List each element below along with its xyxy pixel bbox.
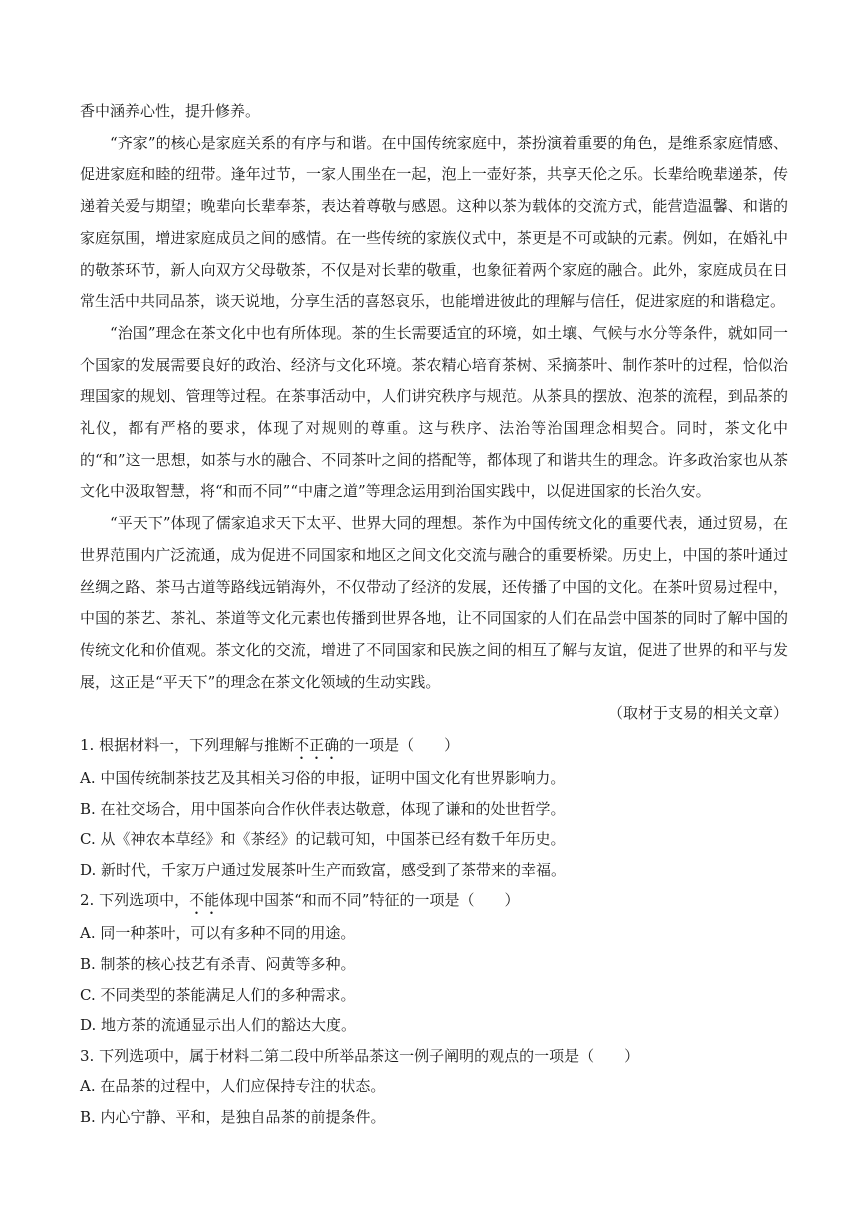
option-c: C. 不同类型的茶能满足人们的多种需求。 bbox=[80, 985, 356, 1004]
paragraph-pingtianxia: “平天下”体现了儒家追求天下太平、世界大同的理想。茶作为中国传统文化的重要代表，通过贸易，在世界范围内广泛流通，成为促进不同国家和地区之间文化交流与融合的重要桥梁。历史上，中国的茶叶通过丝绸之路、茶马古道等路线远销海外，不仅带动了经济的发展，还传播了中国的文化。在茶叶贸易过程中，中国的茶艺、茶礼、茶道等文化元素也传播到世界各地，让不同国家的人们在品尝中国茶的同时了解中国的传统文化和价值观。茶文化的交流，增进了不同国家和民族之间的相互了解与友谊，促进了世界的和平与发展，这正是“平天下”的理念在茶文化领域的生动实践。 bbox=[80, 514, 788, 691]
question-1 bbox=[80, 730, 788, 885]
question-stem bbox=[80, 1041, 788, 1072]
emphasis-dotted: 不能 bbox=[189, 891, 220, 910]
option-d: D. 地方茶的流通显示出人们的豁达大度。 bbox=[80, 1016, 357, 1035]
option-a: A. 在品茶的过程中，人们应保持专注的状态。 bbox=[80, 1077, 386, 1096]
option-b: B. 内心宁静、平和，是独自品茶的前提条件。 bbox=[80, 1108, 386, 1126]
option-d: D. 新时代，千家万户通过发展茶叶生产而致富，感受到了茶带来的幸福。 bbox=[80, 860, 567, 879]
question-stem-text: 1. 根据材料一，下列理解与推断 bbox=[80, 736, 295, 755]
question-stem bbox=[80, 885, 788, 918]
question-stem-text: 的一项是（ ） bbox=[339, 736, 460, 755]
option-a: A. 同一种茶叶，可以有多种不同的用途。 bbox=[80, 924, 356, 943]
emphasis-dotted: 不正确 bbox=[294, 736, 340, 755]
question-3 bbox=[80, 1041, 788, 1133]
question-stem-text: 2. 下列选项中， bbox=[80, 891, 190, 910]
question-2 bbox=[80, 885, 788, 1040]
source-citation: （取材于支易的相关文章） bbox=[607, 704, 788, 723]
option-a: A. 中国传统制茶技艺及其相关习俗的申报，证明中国文化有世界影响力。 bbox=[80, 769, 566, 788]
passage-line-continuation: 香中涵养心性，提升修养。 bbox=[80, 102, 261, 120]
question-stem bbox=[80, 730, 788, 763]
option-b: B. 制茶的核心技艺有杀青、闷黄等多种。 bbox=[80, 955, 356, 974]
option-c: C. 从《神农本草经》和《茶经》的记载可知，中国茶已经有数千年历史。 bbox=[80, 830, 566, 849]
paragraph-zhiguo: “治国”理念在茶文化中也有所体现。茶的生长需要适宜的环境，如土壤、气候与水分等条件，就如同一个国家的发展需要良好的政治、经济与文化环境。茶农精心培育茶树、采摘茶叶、制作茶叶的过程，恰似治理国家的规划、管理等过程。在茶事活动中，人们讲究秩序与规范。从茶具的摆放、泡茶的流程，到品茶的礼仪，都有严格的要求，体现了对规则的尊重。这与秩序、法治等治国理念相契合。同时，茶文化中的“和”这一思想，如茶与水的融合、不同茶叶之间的搭配等，都体现了和谐共生的理念。许多政治家也从茶文化中汲取智慧，将“和而不同”“中庸之道”等理念运用到治国实践中，以促进国家的长治久安。 bbox=[80, 323, 788, 501]
document-page bbox=[80, 96, 788, 1133]
option-b: B. 在社交场合，用中国茶向合作伙伴表达敬意，体现了谦和的处世哲学。 bbox=[80, 799, 566, 818]
paragraph-qijia: “齐家”的核心是家庭关系的有序与和谐。在中国传统家庭中，茶扮演着重要的角色，是维系家庭情感、促进家庭和睦的纽带。逢年过节，一家人围坐在一起，泡上一壶好茶，共享天伦之乐。长辈给晚辈递茶，传递着关爱与期望；晚辈向长辈奉茶，表达着尊敬与感恩。这种以茶为载体的交流方式，能营造温馨、和谐的家庭氛围，增进家庭成员之间的感情。在一些传统的家族仪式中，茶更是不可或缺的元素。例如，在婚礼中的敬茶环节，新人向双方父母敬茶，不仅是对长辈的敬重，也象征着两个家庭的融合。此外，家庭成员在日常生活中共同品茶，谈天说地，分享生活的喜怒哀乐，也能增进彼此的理解与信任，促进家庭的和谐稳定。 bbox=[80, 133, 788, 311]
question-stem-text: 3. 下列选项中，属于材料二第二段中所举品茶这一例子阐明的观点的一项是（ ） bbox=[80, 1046, 640, 1065]
question-stem-text: 体现中国茶“和而不同”特征的一项是（ ） bbox=[219, 891, 520, 910]
